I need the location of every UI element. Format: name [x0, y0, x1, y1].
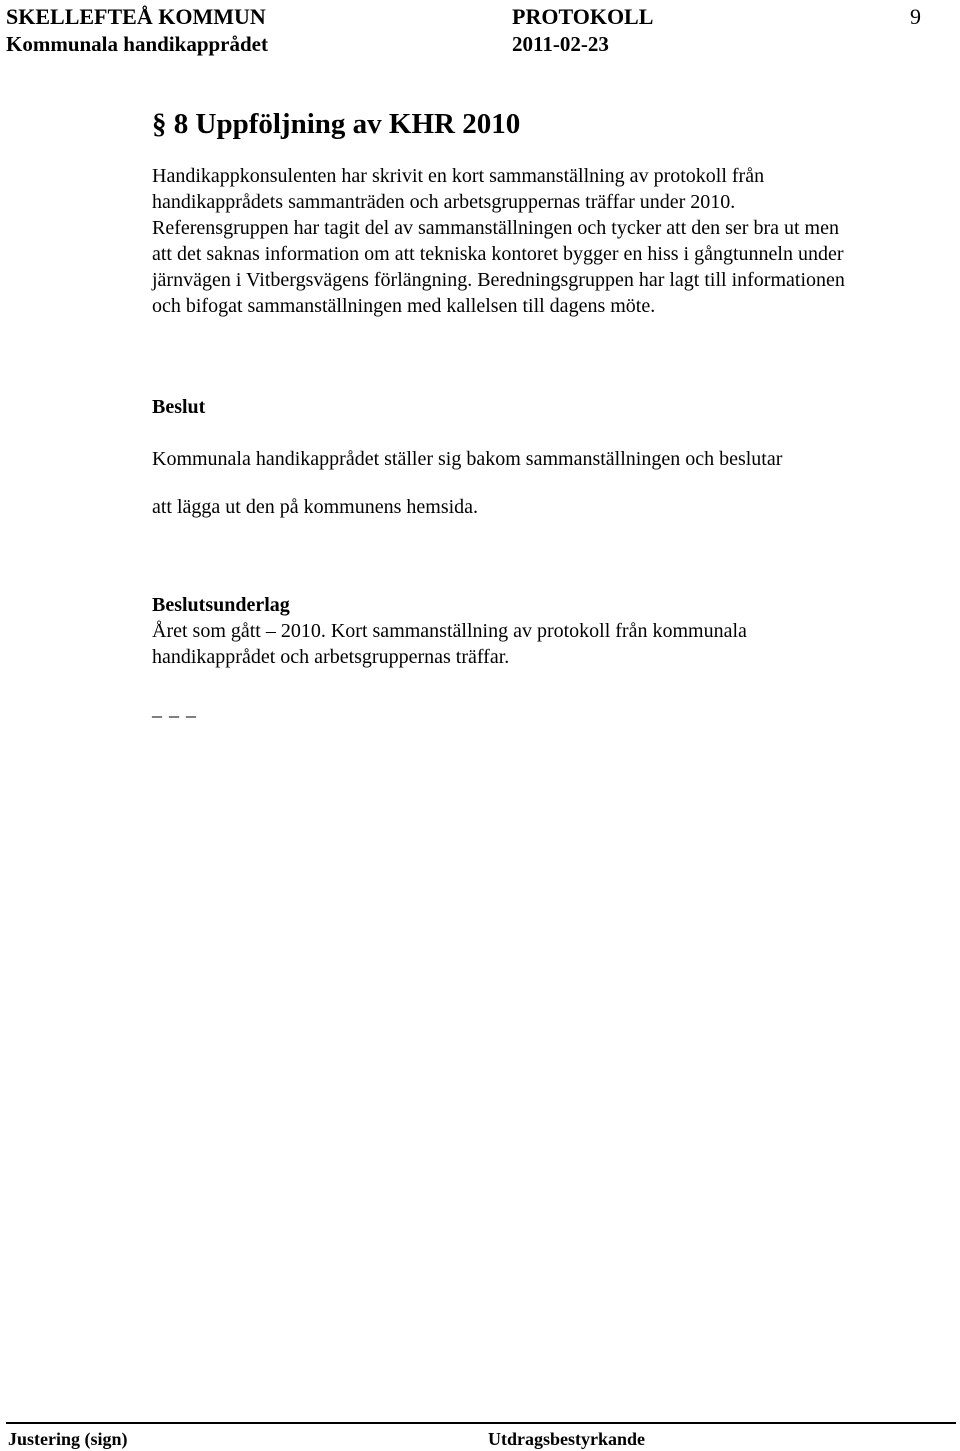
footer-justering: Justering (sign) — [8, 1429, 128, 1449]
header-page-number: 9 — [910, 4, 921, 29]
body-line: Handikappkonsulenten har skrivit en kort sammanställning av protokoll från — [152, 165, 765, 187]
beslutsunderlag-line-1: Året som gått – 2010. Kort sammanställning av protokoll från kommunala — [152, 620, 747, 642]
header-doc-type: PROTOKOLL — [512, 4, 654, 29]
footer-divider — [6, 1422, 956, 1424]
section-title: § 8 Uppföljning av KHR 2010 — [152, 108, 521, 140]
beslut-line-1: Kommunala handikapprådet ställer sig bakom sammanställningen och beslutar — [152, 448, 783, 470]
body-line: Referensgruppen har tagit del av sammanställningen och tycker att den ser bra ut men — [152, 217, 839, 239]
footer-utdragsbestyrkande: Utdragsbestyrkande — [488, 1429, 646, 1449]
beslut-heading: Beslut — [152, 396, 206, 418]
body-line: handikapprådets sammanträden och arbetsgruppernas träffar under 2010. — [152, 191, 736, 213]
beslutsunderlag-heading: Beslutsunderlag — [152, 594, 290, 616]
beslutsunderlag-line-2: handikapprådet och arbetsgruppernas träffar. — [152, 646, 510, 668]
header-date: 2011-02-23 — [512, 32, 609, 56]
beslut-line-2: att lägga ut den på kommunens hemsida. — [152, 496, 479, 518]
section-body — [152, 163, 952, 319]
header-committee: Kommunala handikapprådet — [6, 32, 268, 56]
header-org: SKELLEFTEÅ KOMMUN — [6, 4, 266, 29]
body-line: att det saknas information om att tekniska kontoret bygger en hiss i gångtunneln under — [152, 243, 844, 265]
body-line: och bifogat sammanställningen med kallelsen till dagens möte. — [152, 295, 656, 317]
body-line: järnvägen i Vitbergsvägens förlängning. Beredningsgruppen har lagt till informationen — [152, 269, 845, 291]
section-separator: _ _ _ — [152, 698, 197, 720]
